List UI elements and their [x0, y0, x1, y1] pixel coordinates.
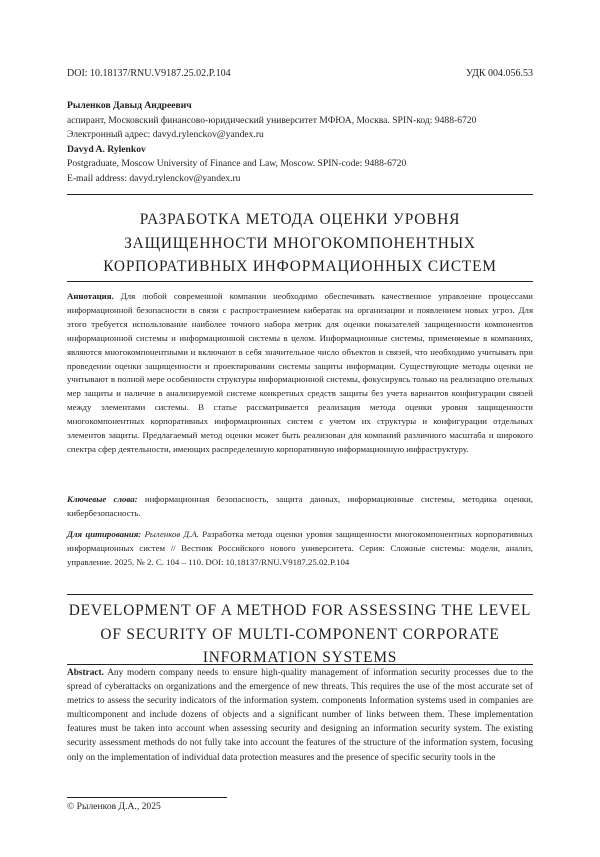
citation-author: Рыленков Д.А. — [144, 529, 199, 539]
udk-code: УДК 004.056.53 — [465, 68, 533, 79]
author-email-ru: Электронный адрес: davyd.rylenckov@yandex.ru — [67, 129, 264, 141]
author-affiliation-ru: аспирант, Московский финансово-юридический университет МФЮА, Москва. SPIN-код: 9488-6720 — [67, 114, 477, 126]
divider — [67, 281, 533, 282]
divider — [67, 664, 533, 665]
keywords-label: Ключевые слова: — [67, 494, 138, 504]
running-header — [67, 68, 533, 82]
citation-text: Разработка метода оценки уровня защищенности многокомпонентных корпоративных информационных систем // Вестник Российского нового университета. Серия: Сложные системы: модели, анализ, управление. 2025. № 2. С. 104 – 110. DOI: 10.18137/RNU.V9187.25.02.P.104 — [67, 529, 533, 567]
citation-label: Для цитирования: — [67, 529, 142, 539]
author-name-ru: Рыленков Давыд Андреевич — [67, 100, 192, 111]
abstract-en — [67, 666, 533, 765]
doi: DOI: 10.18137/RNU.V9187.25.02.P.104 — [67, 68, 231, 79]
author-block — [67, 99, 537, 187]
author-name-en: Davyd A. Rylenkov — [67, 143, 146, 155]
annotation-text: Для любой современной компании необходимо обеспечивать качественное управление процессами информационной безопасности в связи с распространением кибератак на организации и появлением новых угроз. Для этого требуется использование наиболее точного набора метрик для оценки показателей защищенности компонентов информационной системы и информационной системы в целом. Информационные системы, применяемые в компаниях, являются многокомпонентными и включают в себя значительное число объектов и связей, что необходимо учитывать при проведении оценки защищенности и проектировании системы защиты информации. Существующие методы оценки не учитывают в полной мере особенности структуры информационной системы, фокусируясь только на реализацию отельных мер защиты и наличие в анализируемой системе конкретных средств защиты без учета вариантов конфигурации связей между элементами системы. В статье рассматривается реализация метода оценки уровня защищенности многокомпонентных корпоративных информационных систем с учетом их структуры и конфигурации отдельных элементов защиты. Предлагаемый метод оценки может быть реализован для компаний различного масштаба и широкого спектра сфер деятельности, имеющих распределенную корпоративную информационную инфраструктуру. — [67, 291, 534, 454]
divider — [67, 594, 533, 595]
abstract-label: Abstract. — [67, 668, 104, 678]
keywords-text: информационная безопасность, защита данных, информационные системы, методика оценки, кибербезопасность. — [67, 494, 533, 518]
copyright: © Рыленков Д.А., 2025 — [67, 801, 161, 812]
citation-ru — [67, 528, 533, 570]
keywords-ru — [67, 493, 533, 521]
abstract-text: Any modern company needs to ensure high-quality management of information security processes due to the spread of cyberattacks on organizations and the emergence of new threats. This requires the use of the most accurate set of metrics to assess the security indicators of the information system. components Information systems used in companies are multicomponent and include dozens of objects and a significant number of links between them. These implementation features must be taken into account when assessing security and designing an information security system. The existing security assessment methods do not fully take into account the features of the structure of the information system, focusing only on the implementation of individual data protection measures and the presence of specific security tools in the — [67, 668, 533, 763]
divider — [67, 194, 533, 195]
footnote-rule — [67, 797, 227, 798]
author-affiliation-en: Postgraduate, Moscow University of Finance and Law, Moscow. SPIN-code: 9488-6720 — [67, 158, 407, 170]
annotation-label: Аннотация. — [67, 291, 114, 301]
annotation-ru — [67, 290, 533, 457]
article-title-ru: РАЗРАБОТКА МЕТОДА ОЦЕНКИ УРОВНЯ ЗАЩИЩЕННОСТИ МНОГОКОМПОНЕНТНЫХ КОРПОРАТИВНЫХ ИНФОРМАЦИОННЫХ СИСТЕМ — [103, 211, 497, 275]
author-email-en: E-mail address: davyd.rylenckov@yandex.ru — [67, 172, 241, 184]
article-title-en: DEVELOPMENT OF A METHOD FOR ASSESSING THE LEVEL OF SECURITY OF MULTI-COMPONENT CORPORATE INFORMATION SYSTEMS — [68, 602, 532, 666]
